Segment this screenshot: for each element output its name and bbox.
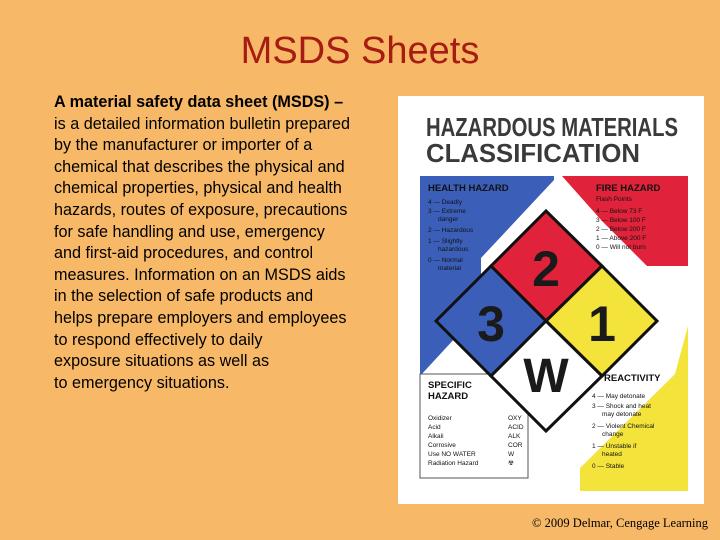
specific-code: COR	[508, 442, 523, 449]
fire-item: 0 — Will not burn	[596, 244, 646, 251]
radiation-icon: ☢	[508, 460, 514, 467]
definition-line: to respond effectively to daily	[54, 330, 263, 349]
nfpa-diamond-illustration	[398, 96, 704, 504]
health-item: hazardous	[438, 246, 469, 253]
specific-item: Acid	[428, 424, 441, 431]
health-item: 4 — Deadly	[428, 199, 462, 206]
specific-hazard-title: HAZARD	[428, 391, 469, 402]
specific-item: Corrosive	[428, 442, 456, 449]
reactivity-item: heated	[602, 451, 622, 458]
health-item: 0 — Normal	[428, 257, 463, 264]
specific-code: ACID	[508, 424, 524, 431]
health-item: material	[438, 265, 462, 272]
health-item: danger	[438, 216, 459, 223]
specific-hazard-symbol: W	[523, 350, 569, 403]
reactivity-item: 1 — Unstable if	[592, 443, 637, 450]
specific-hazard-title: SPECIFIC	[428, 380, 472, 391]
figure-heading-line2: CLASSIFICATION	[426, 138, 640, 168]
reactivity-item: change	[602, 431, 624, 438]
definition-line: chemical that describes the physical and	[54, 157, 345, 176]
slide-title: MSDS Sheets	[240, 30, 480, 72]
reactivity-item: 2 — Violent Chemical	[592, 423, 655, 430]
fire-item: 2 — Below 200 F	[596, 226, 646, 233]
fire-item: 4 — Below 73 F	[596, 208, 643, 215]
specific-code: ALK	[508, 433, 521, 440]
reactivity-rating: 1	[588, 296, 616, 352]
health-item: 2 — Hazardous	[428, 227, 474, 234]
reactivity-item: 0 — Stable	[592, 463, 625, 470]
definition-line: measures. Information on an MSDS aids	[54, 265, 346, 284]
definition-line: chemical properties, physical and health	[54, 179, 342, 198]
fire-item: 3 — Below 100 F	[596, 217, 646, 224]
definition-line: is a detailed information bulletin prepared	[54, 114, 351, 133]
fire-hazard-title: FIRE HAZARD	[596, 183, 661, 194]
definition-line: exposure situations as well as	[54, 352, 270, 371]
specific-item: Use NO WATER	[428, 451, 476, 458]
specific-item: Alkali	[428, 433, 444, 440]
hazard-classification-figure	[398, 96, 704, 504]
definition-line: to emergency situations.	[54, 373, 230, 392]
definition-lead: A material safety data sheet (MSDS) –	[54, 93, 344, 111]
specific-item: Radiation Hazard	[428, 460, 479, 467]
reactivity-item: 4 — May detonate	[592, 393, 646, 400]
flammability-rating: 2	[532, 241, 560, 297]
reactivity-item: 3 — Shock and heat	[592, 403, 651, 410]
health-item: 3 — Extreme	[428, 208, 466, 215]
definition-line: by the manufacturer or importer of a	[54, 136, 313, 155]
definition-line: in the selection of safe products and	[54, 287, 314, 306]
specific-code: W	[508, 451, 515, 458]
health-item: 1 — Slightly	[428, 238, 463, 245]
reactivity-item: may detonate	[602, 411, 642, 418]
health-rating: 3	[477, 296, 505, 352]
definition-line: for safe handling and use, emergency	[54, 222, 325, 241]
definition-line: helps prepare employers and employees	[54, 308, 347, 327]
copyright-notice: © 2009 Delmar, Cengage Learning	[532, 516, 708, 530]
figure-heading-line1: HAZARDOUS MATERIALS	[426, 112, 678, 142]
specific-item: Oxidizer	[428, 415, 452, 422]
specific-code: OXY	[508, 415, 522, 422]
reactivity-title: REACTIVITY	[604, 373, 661, 384]
definition-line: hazards, routes of exposure, precautions	[54, 200, 348, 219]
health-hazard-title: HEALTH HAZARD	[428, 183, 509, 194]
fire-item: 1 — Above 200 F	[596, 235, 647, 242]
fire-subtitle: Flash Points	[596, 196, 632, 203]
msds-definition-text	[54, 92, 394, 394]
definition-line: and first-aid procedures, and control	[54, 244, 314, 263]
